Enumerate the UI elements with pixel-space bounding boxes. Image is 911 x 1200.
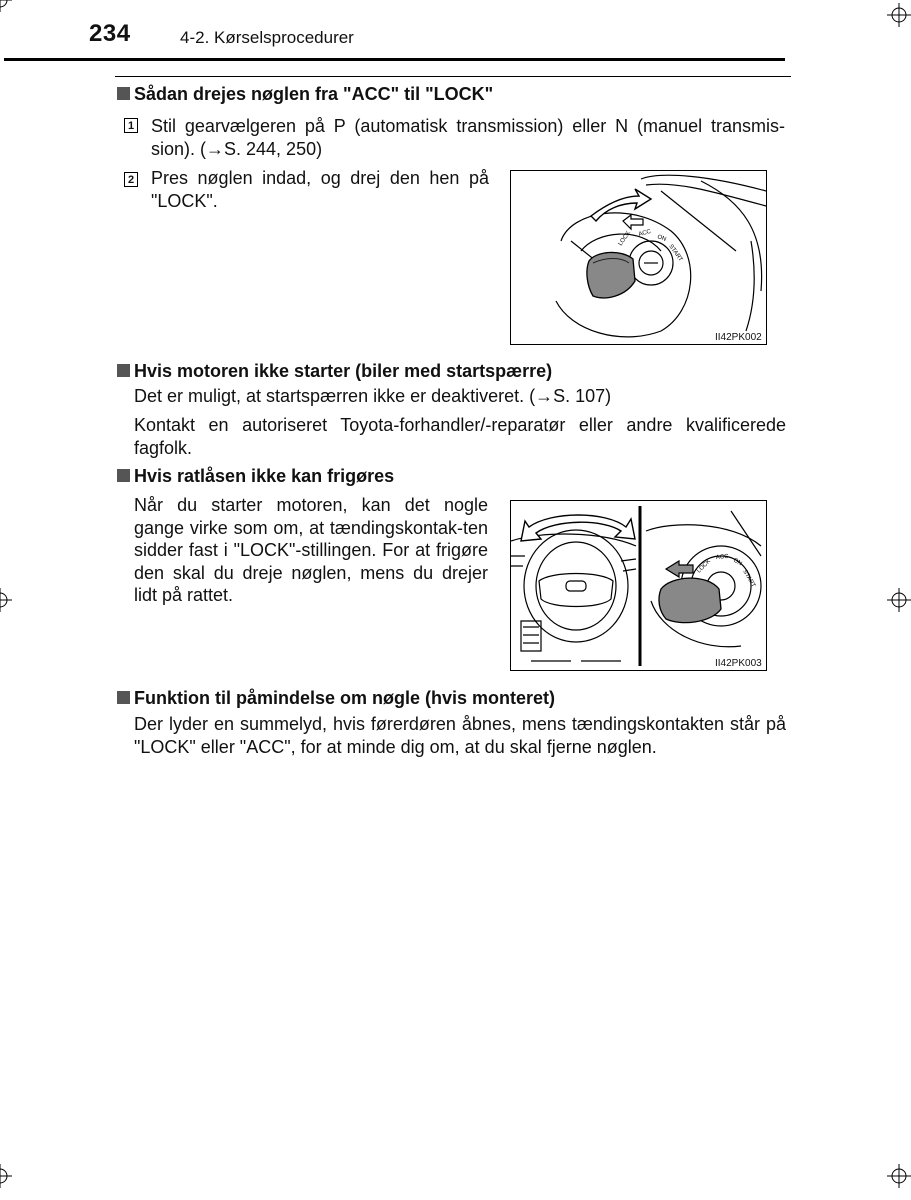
header-rule [4,58,785,61]
ignition-key-illustration [510,170,767,345]
section-heading-text: Sådan drejes nøglen fra "ACC" til "LOCK" [134,84,494,104]
section-heading [117,84,493,105]
registration-mark-icon [887,1164,911,1188]
paragraph: Kontakt en autoriseret Toyota-forhandler/-reparatør eller andre kvalificerede fagfolk. [134,415,786,458]
step-number-box: 2 [124,172,138,187]
registration-mark-icon [887,3,911,27]
step-number-box: 1 [124,118,138,133]
square-bullet-icon [117,364,130,377]
svg-text:ON: ON [732,557,743,568]
section-heading-text: Hvis ratlåsen ikke kan frigøres [134,466,395,486]
svg-text:START: START [741,569,757,589]
section-heading [117,466,394,487]
page-number: 234 [89,20,131,47]
paragraph: Når du starter motoren, kan det nogle gange virke som om, at tændingskontak-ten sidder fast i "LOCK"-stillingen. For at frigøre den skal du dreje nøglen, mens du drejer lidt på rattet. [134,495,488,605]
steering-wheel-illustration [510,500,767,671]
running-head: 4-2. Kørselsprocedurer [180,28,354,47]
square-bullet-icon [117,469,130,482]
svg-text:START: START [667,243,684,263]
section-rule [115,76,791,77]
registration-mark-icon [887,588,911,612]
paragraph: Det er muligt, at startspærren ikke er deaktiveret. (→S. 107) [134,386,612,406]
registration-mark-icon [0,588,12,612]
registration-mark-icon [0,1164,12,1188]
square-bullet-icon [117,691,130,704]
section-heading [117,361,552,382]
section-heading [117,688,555,709]
square-bullet-icon [117,87,130,100]
svg-text:LOCK: LOCK [617,230,633,248]
step-text: Pres nøglen indad, og drej den hen på "LOCK". [151,168,489,211]
registration-mark-icon [0,0,12,12]
svg-text:ON: ON [656,234,667,243]
figure-code: II42PK003 [715,658,762,669]
svg-text:ACC: ACC [637,228,652,238]
section-heading-text: Hvis motoren ikke starter (biler med startspærre) [134,361,553,381]
step-text: Stil gearvælgeren på P (automatisk transmission) eller N (manuel transmis-sion). (→S. 244, 250) [151,116,785,159]
svg-text:LOCK: LOCK [696,558,712,575]
section-heading-text: Funktion til påmindelse om nøgle (hvis monteret) [134,688,556,708]
figure-code: II42PK002 [715,332,762,343]
paragraph: Der lyder en summelyd, hvis førerdøren åbnes, mens tændingskontakten står på "LOCK" eller "ACC", for at minde dig om, at du skal fjerne nøglen. [134,714,786,757]
svg-text:ACC: ACC [715,553,729,561]
